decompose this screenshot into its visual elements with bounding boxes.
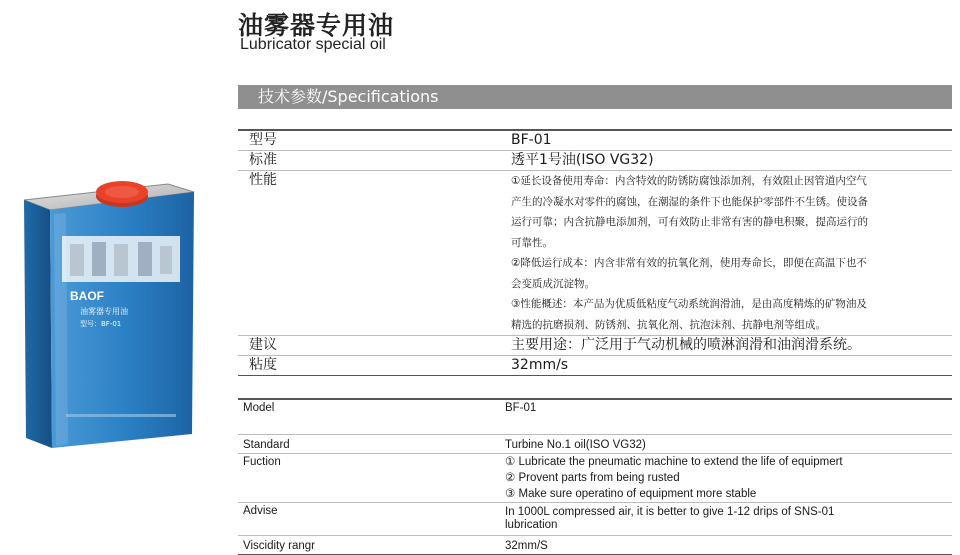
performance-line: 精选的抗磨损剂、防锈剂、抗氧化剂、抗泡沫剂、抗静电剂等组成。 bbox=[511, 318, 826, 331]
performance-line: 运行可靠；内含抗静电添加剂，可有效防止非常有害的静电积聚，提高运行的 bbox=[511, 216, 868, 228]
filter-unit-icon bbox=[70, 244, 84, 276]
can-fine-print bbox=[66, 414, 176, 417]
spec-value-text: Turbine No.1 oil(ISO VG32) bbox=[505, 439, 646, 451]
can-label-model: 型号：BF-01 bbox=[80, 320, 122, 328]
page-title-en: Lubricator special oil bbox=[240, 36, 386, 53]
spec-key-text: Viscidity rangr bbox=[243, 540, 316, 552]
lubricator-unit-icon bbox=[114, 244, 128, 276]
table-row bbox=[238, 536, 952, 555]
spec-value-text: 32mm/S bbox=[505, 540, 548, 552]
spec-key-advise-en bbox=[238, 503, 505, 536]
oil-can-illustration bbox=[18, 176, 198, 452]
frl-unit-icon bbox=[138, 242, 152, 276]
spec-value-text: BF-01 bbox=[505, 402, 537, 414]
spec-key-standard: 标准 bbox=[238, 151, 497, 171]
spec-value-viscosity: 32mm/s bbox=[497, 356, 952, 376]
can-brand: BAOF bbox=[70, 289, 104, 303]
spec-value-performance bbox=[497, 171, 952, 336]
can-front bbox=[50, 192, 194, 448]
table-row bbox=[238, 454, 952, 503]
spec-value-viscosity-en bbox=[505, 536, 952, 555]
spec-value-advice: 主要用途：广泛用于气动机械的喷淋润滑和油润滑系统。 bbox=[497, 336, 952, 356]
spec-key-performance: 性能 bbox=[238, 171, 497, 336]
spec-value-function-en bbox=[505, 454, 952, 503]
spec-key-advice: 建议 bbox=[238, 336, 497, 356]
table-row bbox=[238, 171, 952, 336]
performance-line: 产生的冷凝水对零件的腐蚀，在潮湿的条件下也能保护零部件不生锈。使设备 bbox=[511, 195, 868, 208]
spec-key-standard-en bbox=[238, 435, 505, 454]
performance-line: ①延长设备使用寿命：内含特效的防锈防腐蚀添加剂，有效阻止因管道内空气 bbox=[511, 175, 867, 187]
page-title-cn: 油雾器专用油 bbox=[238, 11, 395, 40]
spec-key-model: 型号 bbox=[238, 130, 497, 151]
table-row bbox=[238, 151, 952, 171]
function-line: ① Lubricate the pneumatic machine to extend the life of equipmert bbox=[505, 456, 843, 468]
function-line: ③ Make sure operatino of equipment more stable bbox=[505, 488, 757, 500]
performance-line: ③性能概述：本产品为优质低粘度气动系统润滑油，是由高度精炼的矿物油及 bbox=[511, 298, 867, 310]
performance-line: ②降低运行成本：内含非常有效的抗氧化剂，使用寿命长，即便在高温下也不 bbox=[511, 257, 867, 269]
spec-key-model-en bbox=[238, 399, 505, 435]
table-row bbox=[238, 336, 952, 356]
table-row bbox=[238, 399, 952, 435]
function-line: ② Provent parts from being rusted bbox=[505, 472, 680, 484]
spec-key-viscosity-en bbox=[238, 536, 505, 555]
regulator-unit-icon bbox=[92, 242, 106, 276]
can-label-cn: 油雾器专用油 bbox=[80, 307, 128, 316]
spec-key-text: Model bbox=[243, 402, 275, 414]
spec-value-model: BF-01 bbox=[497, 130, 952, 151]
product-image-oil-can bbox=[18, 176, 198, 452]
spec-key-text: Advise bbox=[243, 505, 278, 517]
performance-line: 会变质成沉淀物。 bbox=[511, 277, 595, 290]
gauge-unit-icon bbox=[160, 246, 172, 274]
advise-line: lubrication bbox=[505, 519, 558, 531]
performance-line: 可靠性。 bbox=[511, 236, 553, 249]
spec-value-standard-en bbox=[505, 435, 952, 454]
spec-value-model-en bbox=[505, 399, 952, 435]
can-side-left bbox=[24, 200, 52, 448]
spec-value-advise-en bbox=[505, 503, 952, 536]
spec-key-viscosity: 粘度 bbox=[238, 356, 497, 376]
spec-table-cn bbox=[238, 129, 952, 376]
table-row bbox=[238, 435, 952, 454]
table-row bbox=[238, 356, 952, 376]
advise-line: In 1000L compressed air, it is better to give 1-12 drips of SNS-01 bbox=[505, 506, 835, 518]
table-row bbox=[238, 503, 952, 536]
specifications-section-header: 技术参数/Specifications bbox=[238, 85, 952, 109]
spec-key-text: Fuction bbox=[243, 456, 281, 468]
table-row bbox=[238, 130, 952, 151]
spec-table-en bbox=[238, 398, 952, 555]
spec-key-text: Standard bbox=[243, 439, 290, 451]
spec-key-function-en bbox=[238, 454, 505, 503]
spec-value-standard: 透平1号油(ISO VG32) bbox=[497, 151, 952, 171]
